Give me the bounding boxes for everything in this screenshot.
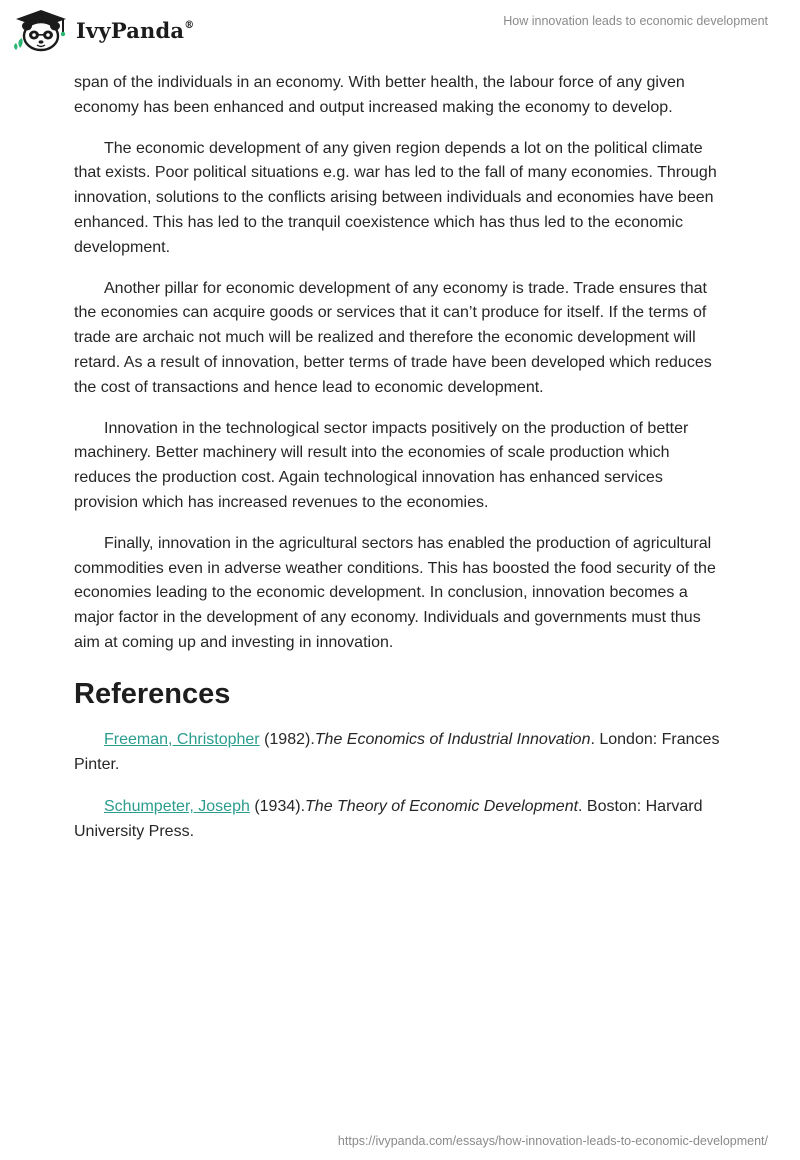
reference-title: The Theory of Economic Development <box>305 798 579 816</box>
paragraph-technology: Innovation in the technological sector impacts positively on the production of better machinery. Better machinery will result into the economies of scale production which reduces the production cost. Again technological innovation has enhanced services provision which has increased revenues to the economies. <box>74 419 689 511</box>
paragraph-trade: Another pillar for economic development of any economy is trade. Trade ensures that the economies can acquire goods or services that it can’t produce for itself. If the terms of trade are archaic not much will be realized and therefore the economic development will retard. As a result of innovation, better terms of trade have been developed which reduces the cost of transactions and hence lead to economic development. <box>74 279 712 396</box>
page-header <box>0 0 800 64</box>
reference-item <box>74 795 730 845</box>
reference-item <box>74 728 730 778</box>
essay-content <box>74 71 730 863</box>
brand-name: IvyPanda® <box>76 17 195 43</box>
paragraph-political-climate: The economic development of any given region depends a lot on the political climate that exists. Poor political situations e.g. war has led to the fall of many economies. Through innovation, solutions to the conflicts arising between individuals and economies have been enhanced. This has led to the tranquil coexistence which has thus led to the economic development. <box>74 139 717 256</box>
references-heading: References <box>74 677 231 710</box>
ivypanda-logo[interactable] <box>12 8 194 52</box>
reference-author-link[interactable]: Freeman, Christopher <box>104 730 260 748</box>
panda-logo-icon <box>12 8 70 52</box>
paragraph-agriculture: Finally, innovation in the agricultural sectors has enabled the production of agricultural commodities even in adverse weather conditions. This has boosted the food security of the economies leading to the economic development. In conclusion, innovation becomes a major factor in the development of any economy. Individuals and governments must thus aim at coming up and investing in innovation. <box>74 534 716 651</box>
reference-publisher: . Boston: Harvard University Press. <box>74 798 703 841</box>
document-title: How innovation leads to economic development <box>503 14 768 28</box>
source-url: https://ivypanda.com/essays/how-innovation-leads-to-economic-development/ <box>337 1134 768 1148</box>
paragraph-health: span of the individuals in an economy. With better health, the labour force of any given economy has been enhanced and output increased making the economy to develop. <box>74 74 685 116</box>
reference-author-link[interactable]: Schumpeter, Joseph <box>104 798 250 816</box>
reference-year: (1982). <box>259 730 315 748</box>
reference-publisher: . London: Frances Pinter. <box>74 730 720 773</box>
reference-year: (1934). <box>249 798 306 816</box>
reference-title: The Economics of Industrial Innovation <box>314 730 591 748</box>
